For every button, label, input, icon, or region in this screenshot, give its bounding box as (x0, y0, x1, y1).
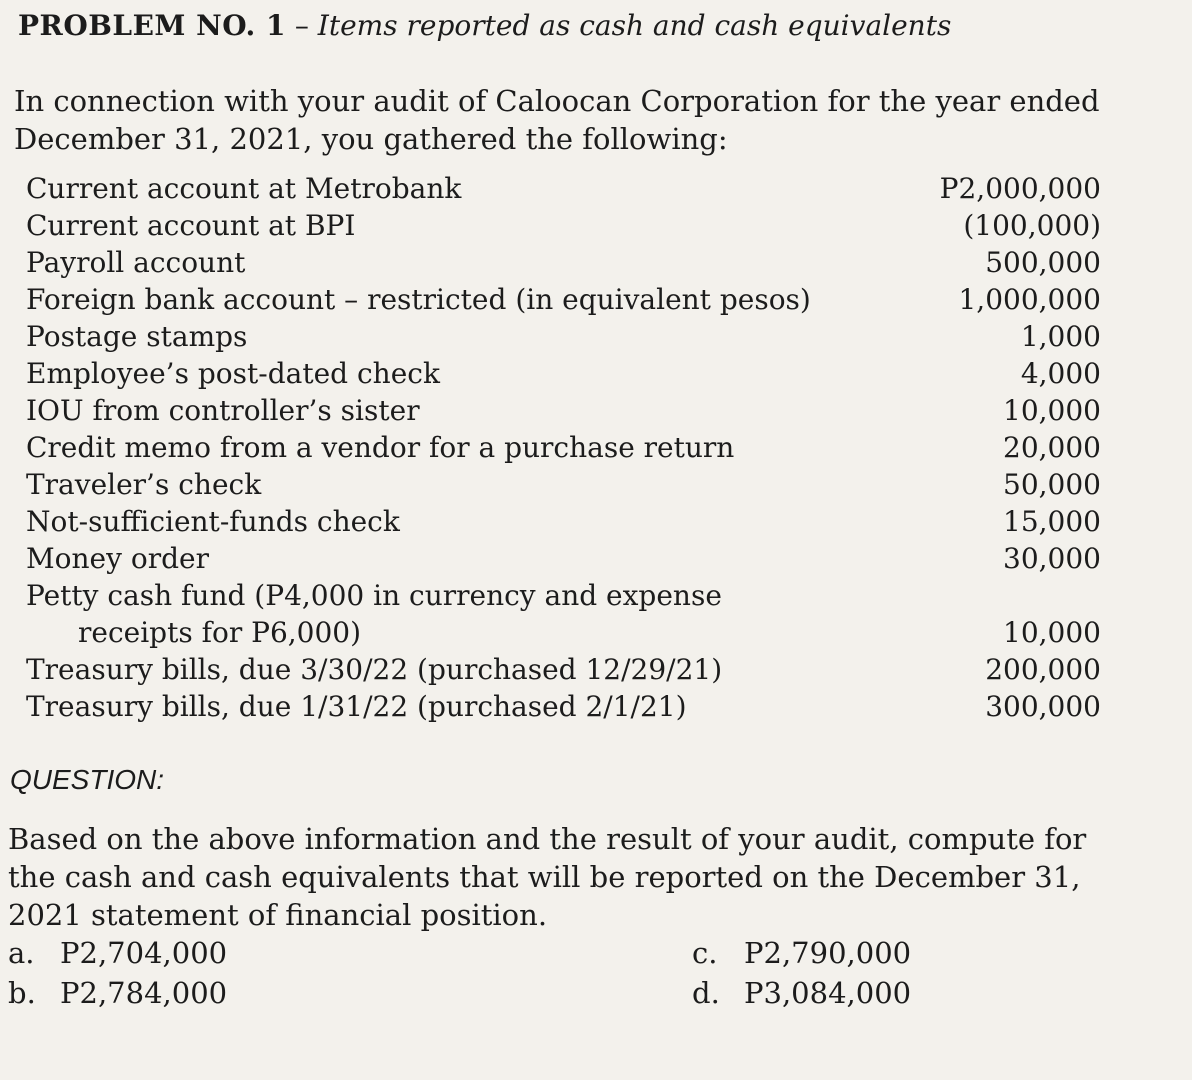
item-label: Treasury bills, due 3/30/22 (purchased 12/29/21) (26, 653, 723, 686)
item-row (26, 503, 1101, 540)
item-label-continuation: receipts for P6,000) (78, 616, 362, 649)
problem-title (18, 8, 951, 44)
problem-number: PROBLEM NO. 1 (18, 9, 286, 42)
item-amount: (100,000) (963, 209, 1101, 242)
choice-letter: a. (8, 936, 35, 970)
item-label: Current account at Metrobank (26, 172, 462, 205)
item-row (26, 466, 1101, 503)
item-row (26, 170, 1101, 207)
item-amount: 300,000 (985, 690, 1101, 723)
intro-paragraph: In connection with your audit of Caloocan Corporation for the year ended December 31, 2021, you gathered the following: (14, 84, 1100, 156)
item-row (26, 318, 1101, 355)
title-separator: – (294, 9, 309, 42)
item-amount: 20,000 (1003, 431, 1101, 464)
choice-value: P2,790,000 (744, 936, 912, 970)
choice-value: P2,784,000 (60, 976, 228, 1010)
item-label: IOU from controller’s sister (26, 394, 420, 427)
item-row (26, 651, 1101, 688)
item-amount: 30,000 (1003, 542, 1101, 575)
items-list (26, 170, 1101, 725)
item-row (26, 207, 1101, 244)
item-label: Employee’s post-dated check (26, 357, 440, 390)
item-label: Treasury bills, due 1/31/22 (purchased 2/1/21) (26, 690, 687, 723)
item-label: Postage stamps (26, 320, 248, 353)
item-row (26, 244, 1101, 281)
item-label: Credit memo from a vendor for a purchase return (26, 431, 735, 464)
item-amount: P2,000,000 (939, 172, 1101, 205)
choice-value: P2,704,000 (60, 936, 228, 970)
item-label (26, 577, 941, 651)
item-row (26, 281, 1101, 318)
item-label: Not-sufficient-funds check (26, 505, 400, 538)
item-row (26, 392, 1101, 429)
choice-b (8, 974, 227, 1012)
question-heading: QUESTION: (10, 764, 165, 795)
item-row (26, 540, 1101, 577)
choice-letter: d. (692, 976, 720, 1010)
item-row (26, 577, 1101, 651)
choice-c (692, 934, 911, 972)
item-row (26, 355, 1101, 392)
item-label: Current account at BPI (26, 209, 356, 242)
choice-letter: c. (692, 936, 718, 970)
item-row (26, 429, 1101, 466)
item-amount: 500,000 (985, 246, 1101, 279)
item-amount: 10,000 (1003, 616, 1101, 649)
choice-d (692, 974, 911, 1012)
item-row (26, 688, 1101, 725)
item-label: Payroll account (26, 246, 246, 279)
item-amount: 50,000 (1003, 468, 1101, 501)
item-amount: 1,000,000 (958, 283, 1101, 316)
problem-subtitle: Items reported as cash and cash equivalents (317, 9, 952, 42)
item-amount: 15,000 (1003, 505, 1101, 538)
item-label: Traveler’s check (26, 468, 262, 501)
item-amount: 4,000 (1020, 357, 1101, 390)
item-label-line: Petty cash fund (P4,000 in currency and expense (26, 579, 722, 612)
question-text: Based on the above information and the result of your audit, compute for the cash and cash equivalents that will be reported on the December 31, 2021 statement of financial position. (8, 822, 1087, 932)
item-label: Foreign bank account – restricted (in equivalent pesos) (26, 283, 811, 316)
item-amount: 200,000 (985, 653, 1101, 686)
choice-letter: b. (8, 976, 36, 1010)
item-amount: 10,000 (1003, 394, 1101, 427)
choice-a (8, 934, 227, 972)
choice-value: P3,084,000 (744, 976, 912, 1010)
item-label: Money order (26, 542, 209, 575)
item-amount: 1,000 (1020, 320, 1101, 353)
